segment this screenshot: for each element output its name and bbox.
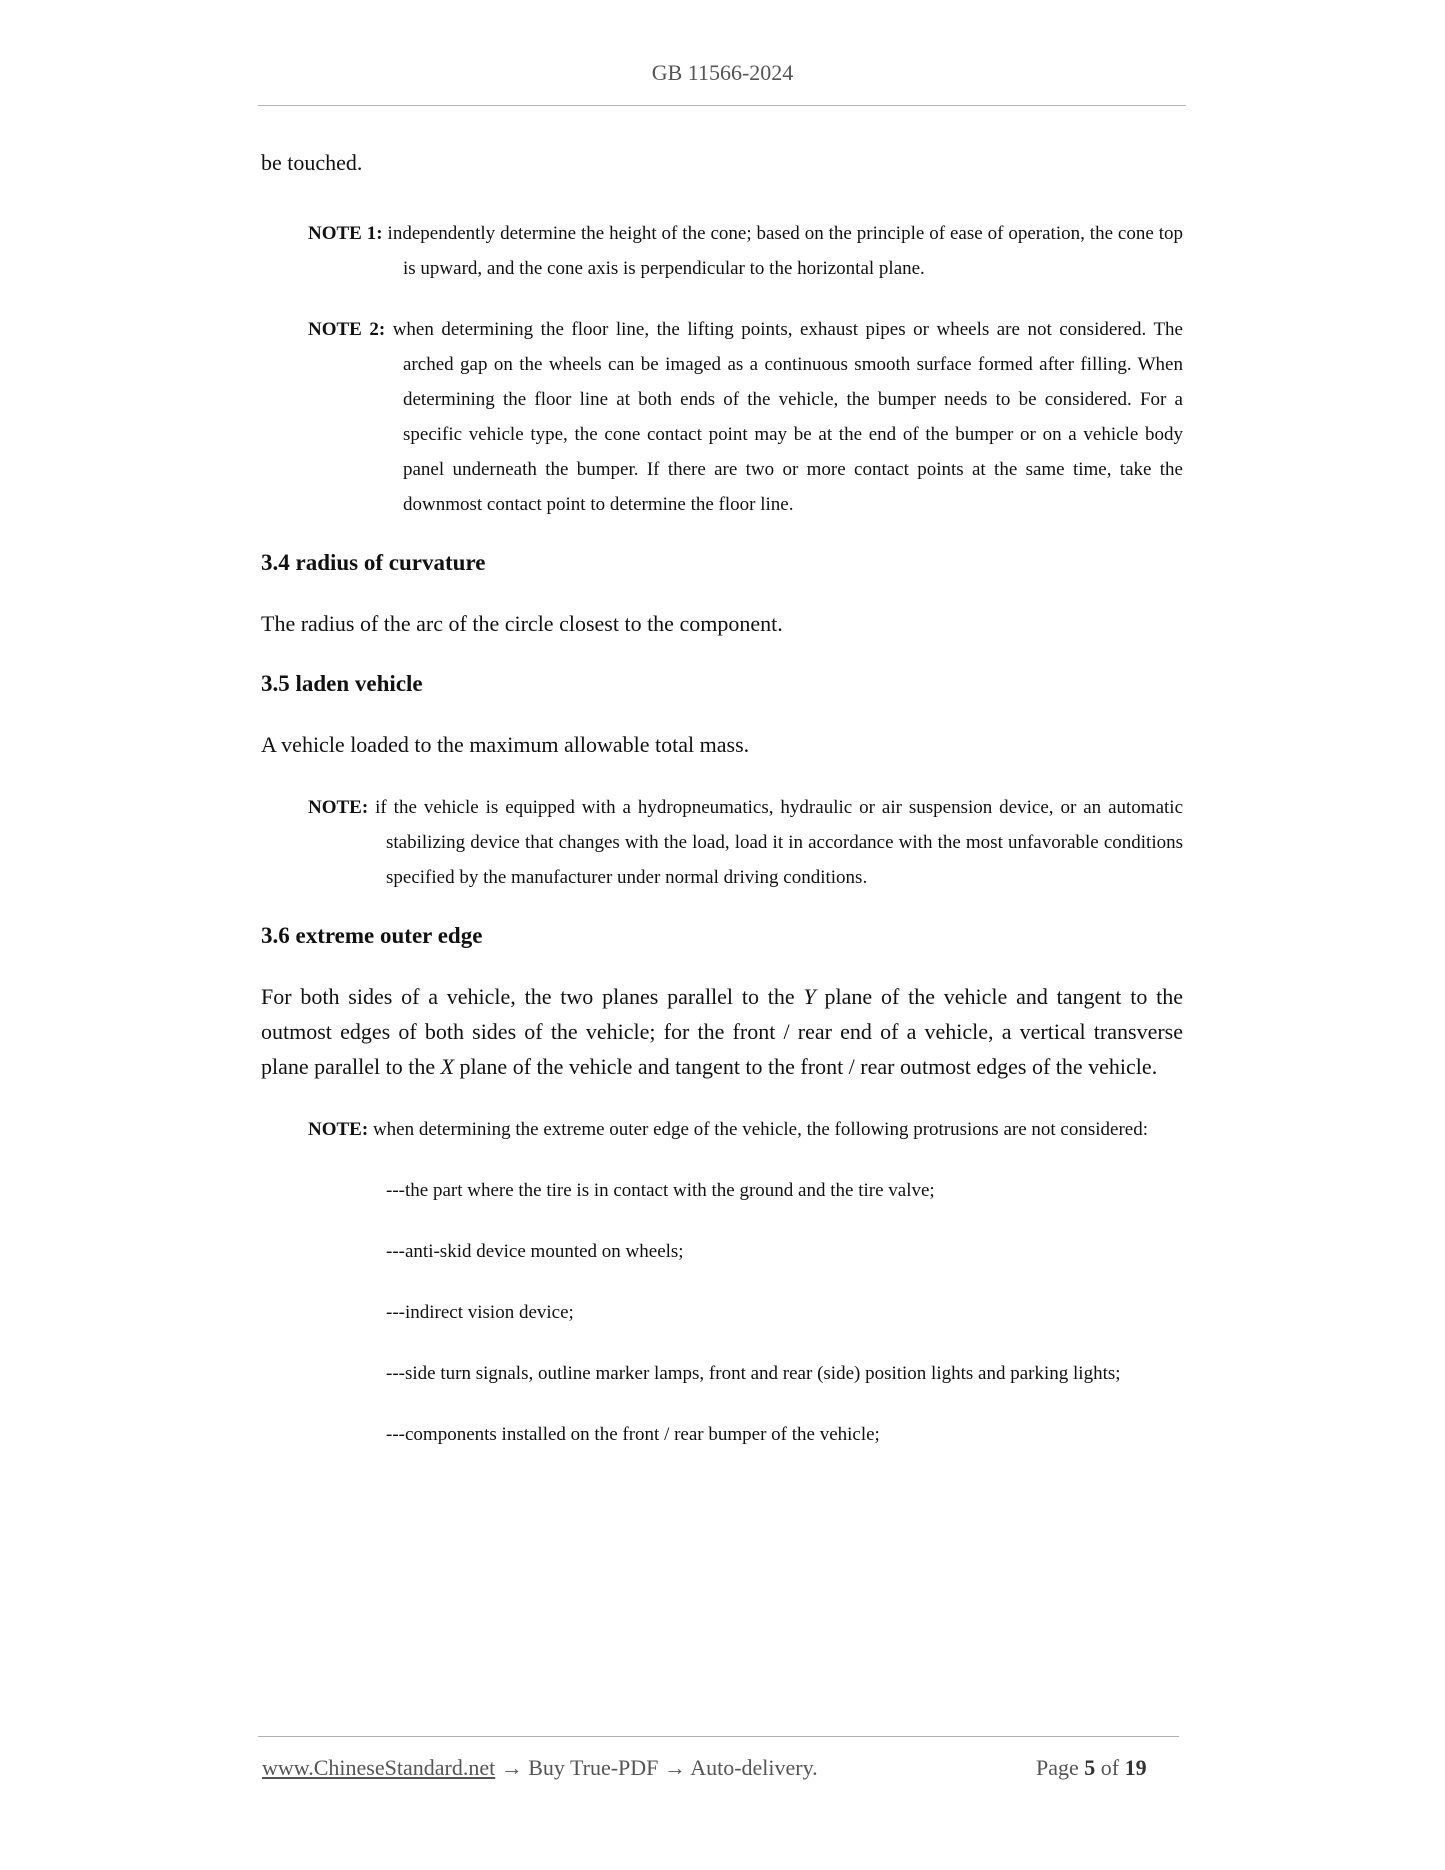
note-label: NOTE 2: [308,319,386,340]
note-text: when determining the floor line, the lifting points, exhaust pipes or wheels are not considered. The arched gap on the wheels can be imaged as a continuous smooth surface formed after filling. When determining the floor line at both ends of the vehicle, the bumper needs to be considered. For a specific vehicle type, the cone contact point may be at the end of the bumper or on a vehicle body panel underneath the bumper. If there are two or more contact points at the same time, take the downmost contact point to determine the floor line. [392,319,1183,515]
section-3-5-body: A vehicle loaded to the maximum allowable total mass. [261,732,750,757]
website-link[interactable]: www.ChineseStandard.net [262,1755,496,1780]
section-3-6-body [261,979,1183,1084]
footer-promo [262,1755,818,1781]
section-3-5-note [308,790,1183,895]
note-label: NOTE: [308,1119,369,1140]
section-3-6-note [308,1112,1183,1147]
variable-y: Y [803,984,816,1009]
total-pages: 19 [1124,1755,1147,1780]
footer-divider [258,1736,1179,1737]
section-heading-3-5: 3.5 laden vehicle [261,671,423,696]
note-text: when determining the extreme outer edge of the vehicle, the following protrusions are not considered: [372,1119,1148,1140]
variable-x: X [440,1054,455,1079]
header-divider [258,105,1186,106]
list-item: ---the part where the tire is in contact with the ground and the tire valve; [386,1180,935,1201]
current-page: 5 [1084,1755,1096,1780]
body-text-part: plane of the vehicle and tangent to the outmost edges of both sides of the vehicle; for the front / rear end of a vehicle, a vertical transverse plane parallel to the [261,984,1183,1079]
page-number [1036,1755,1147,1781]
list-item: ---side turn signals, outline marker lamps, front and rear (side) position lights and parking lights; [386,1363,1121,1384]
section-heading-3-6: 3.6 extreme outer edge [261,923,483,948]
note-1 [308,216,1183,286]
note-text: independently determine the height of the cone; based on the principle of ease of operation, the cone top is upward, and the cone axis is perpendicular to the horizontal plane. [387,223,1183,279]
section-3-4-body: The radius of the arc of the circle closest to the component. [261,611,783,636]
continued-text: be touched. [261,150,363,175]
list-item: ---components installed on the front / rear bumper of the vehicle; [386,1424,880,1445]
list-item: ---indirect vision device; [386,1302,574,1323]
note-label: NOTE: [308,797,369,818]
of-word: of [1100,1755,1120,1780]
footer-tagline: → Buy True-PDF → Auto-delivery. [495,1755,818,1780]
note-2 [308,312,1183,522]
list-item: ---anti-skid device mounted on wheels; [386,1241,684,1262]
body-text-part: plane of the vehicle and tangent to the front / rear outmost edges of the vehicle. [454,1054,1158,1079]
document-body [261,145,1183,1478]
note-label: NOTE 1: [308,223,383,244]
body-text-part: For both sides of a vehicle, the two planes parallel to the [261,984,804,1009]
section-heading-3-4: 3.4 radius of curvature [261,550,486,575]
note-text: if the vehicle is equipped with a hydropneumatics, hydraulic or air suspension device, or an automatic stabilizing device that changes with the load, load it in accordance with the most unfavorable conditions specified by the manufacturer under normal driving conditions. [375,797,1183,888]
document-header-title: GB 11566-2024 [651,60,794,85]
page-word: Page [1036,1755,1079,1780]
